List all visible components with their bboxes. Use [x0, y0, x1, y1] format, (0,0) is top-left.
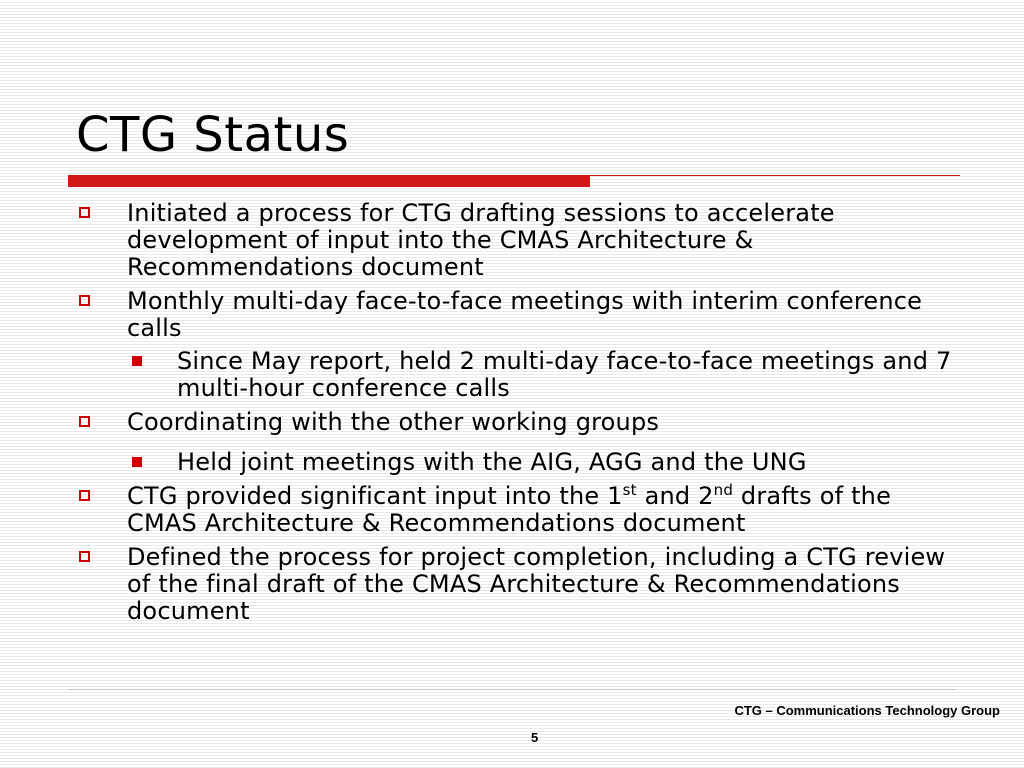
page-number: 5	[531, 730, 539, 745]
footer-text: CTG – Communications Technology Group	[734, 703, 1000, 718]
title-divider-thick	[68, 175, 590, 187]
bullet-text: Initiated a process for CTG drafting sessions to accelerate development of input into the CMAS Architecture & Recommendations document	[127, 199, 835, 281]
bullet-text: Defined the process for project completion, including a CTG review of the final draft of the CMAS Architecture & Recommendations document	[127, 543, 946, 625]
sub-bullet-item	[177, 348, 967, 402]
footer-divider	[68, 689, 956, 690]
hollow-square-bullet-icon	[79, 416, 90, 427]
bullet-item	[127, 483, 957, 537]
bullet-item	[127, 409, 957, 436]
bullet-item	[127, 544, 957, 625]
solid-square-bullet-icon	[132, 356, 142, 366]
bullet-text: Coordinating with the other working groups	[127, 408, 660, 436]
hollow-square-bullet-icon	[79, 490, 90, 501]
bullet-item	[127, 200, 957, 281]
bullet-text: Since May report, held 2 multi-day face-to-face meetings and 7 multi-hour conference calls	[177, 347, 952, 402]
hollow-square-bullet-icon	[79, 295, 90, 306]
bullet-text: CTG provided significant input into the 1st and 2nd drafts of the CMAS Architecture & Recommendations document	[127, 481, 892, 537]
slide-title: CTG Status	[76, 107, 350, 163]
bullet-text: Monthly multi-day face-to-face meetings with interim conference calls	[127, 287, 923, 342]
superscript: nd	[713, 481, 734, 499]
bullet-item	[127, 288, 957, 342]
hollow-square-bullet-icon	[79, 207, 90, 218]
superscript: st	[622, 481, 637, 499]
bullet-text: Held joint meetings with the AIG, AGG and the UNG	[177, 448, 807, 476]
sub-bullet-item	[177, 449, 967, 476]
solid-square-bullet-icon	[132, 457, 142, 467]
hollow-square-bullet-icon	[79, 551, 90, 562]
